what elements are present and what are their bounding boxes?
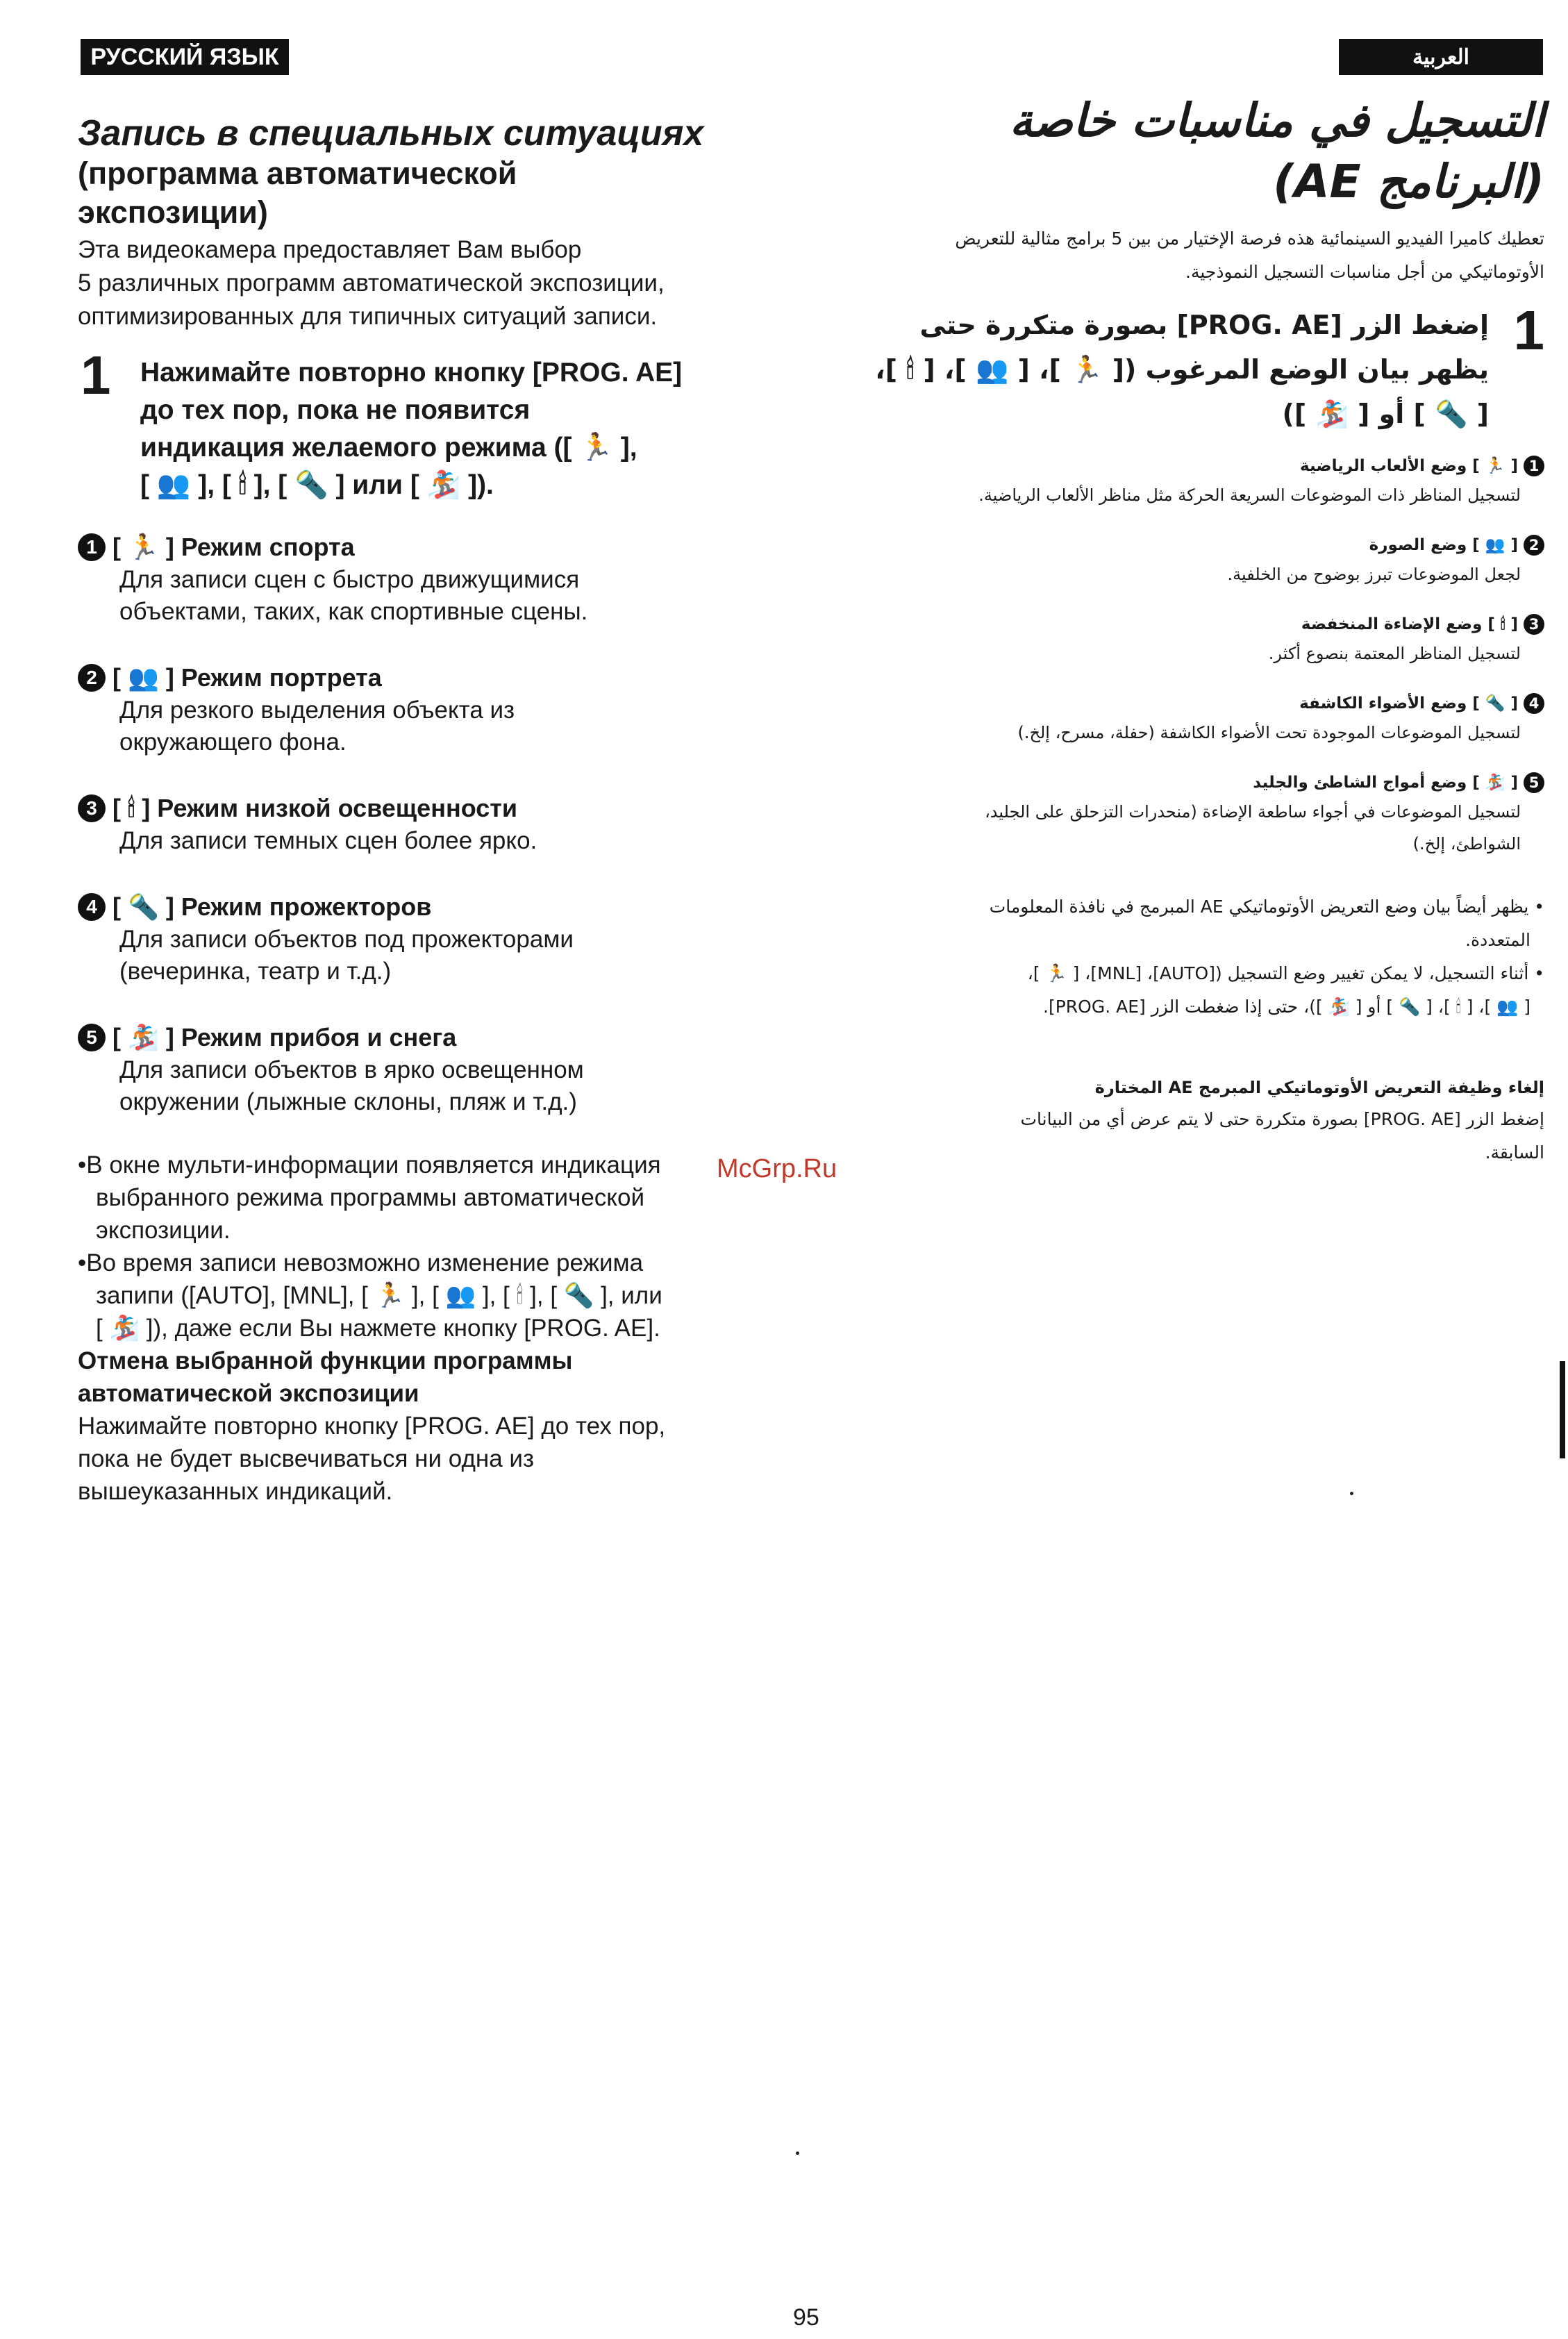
ru-intro-line: Эта видеокамера предоставляет Вам выбор [78, 236, 582, 263]
ar-mode-desc-line: لتسجيل المناظر المعتمة بنصوع أكثر. [1268, 644, 1521, 663]
ru-mode-desc-line: (вечеринка, театр и т.д.) [119, 958, 392, 985]
ru-mode-desc-line: окружении (лыжные склоны, пляж и т.д.) [119, 1088, 577, 1115]
ru-mode-heading: [ 🕯 ] Режим низкой освещенности [112, 794, 517, 822]
ru-mode-list [78, 531, 786, 1118]
ar-cancel-line: إضغط الزر [PROG. AE] بصورة متكررة حتى لا يتم عرض أي من البيانات [1020, 1109, 1544, 1129]
circled-number-3-icon: 3 [1524, 614, 1544, 635]
ru-mode-desc-line: Для записи сцен с быстро движущимися [119, 566, 580, 593]
circled-number-1-icon: 1 [1524, 456, 1544, 476]
ar-notes [875, 890, 1544, 1024]
ru-mode-spotlight [78, 890, 786, 988]
ru-mode-surf-snow [78, 1021, 786, 1118]
ar-step-1 [875, 299, 1544, 436]
ar-mode-spotlight [875, 690, 1544, 749]
ru-step-line: Нажимайте повторно кнопку [PROG. AE] [140, 358, 683, 388]
circled-number-2-icon: 2 [78, 664, 106, 692]
circled-number-2-icon: 2 [1524, 535, 1544, 556]
ar-mode-portrait [875, 532, 1544, 590]
ar-intro [875, 222, 1544, 289]
ru-mode-heading: [ 🏂 ] Режим прибоя и снега [112, 1023, 457, 1051]
ru-subtitle-line2: экспозиции) [78, 194, 268, 230]
ru-cancel-heading: Отмена выбранной функции программы [78, 1347, 573, 1374]
ru-note-line: выбранного режима программы автоматической [96, 1184, 645, 1211]
ru-note-line: экспозиции. [96, 1217, 231, 1244]
ar-note-line: • أثناء التسجيل، لا يمكن تغيير وضع التسجيل ([AUTO]، [MNL]، [ 🏃 ]، [1027, 963, 1544, 983]
ru-page-title: Запись в специальных ситуациях [78, 113, 704, 153]
circled-number-4-icon: 4 [78, 893, 106, 921]
ar-cancel-line: السابقة. [1485, 1142, 1544, 1163]
ru-note-1 [78, 1149, 786, 1247]
ar-mode-heading: [ 🏂 ] وضع أمواج الشاطئ والجليد [1253, 774, 1518, 792]
scan-dot [1350, 1492, 1353, 1495]
ar-mode-surf-snow [875, 769, 1544, 860]
ar-mode-desc-line: لجعل الموضوعات تبرز بوضوح من الخلفية. [1227, 565, 1521, 584]
ru-mode-sports [78, 531, 786, 628]
ru-note-2 [78, 1247, 786, 1345]
ru-mode-desc-line: Для записи темных сцен более ярко. [119, 827, 537, 854]
ru-mode-desc-line: Для записи объектов в ярко освещенном [119, 1056, 584, 1083]
ar-mode-heading: [ 👥 ] وضع الصورة [1369, 536, 1518, 554]
circled-number-5-icon: 5 [78, 1024, 106, 1051]
ru-step-1 [78, 344, 786, 504]
ar-step-number: 1 [1513, 299, 1544, 361]
ar-mode-heading: [ 🏃 ] وضع الألعاب الرياضية [1300, 457, 1518, 475]
ar-mode-heading: [ 🔦 ] وضع الأضواء الكاشفة [1299, 694, 1518, 713]
ar-page-title: التسجيل في مناسبات خاصة [1009, 94, 1544, 147]
ar-intro-line: تعطيك كاميرا الفيديو السينمائية هذه فرصة الإختيار من بين 5 برامج مثالية للتعريض [955, 228, 1544, 249]
ar-mode-sports [875, 453, 1544, 511]
watermark: McGrp.Ru [717, 1154, 837, 1183]
ru-notes [78, 1149, 786, 1345]
ar-step-line: [ 🔦 ] أو [ 🏂 ]) [1282, 399, 1489, 429]
circled-number-4-icon: 4 [1524, 693, 1544, 714]
ru-mode-heading: [ 👥 ] Режим портрета [112, 663, 382, 692]
ru-cancel-line: пока не будет высвечиваться ни одна из [78, 1445, 535, 1472]
russian-language-tab: РУССКИЙ ЯЗЫК [81, 39, 289, 75]
ar-step-line: إضغط الزر [PROG. AE] بصورة متكررة حتى [919, 310, 1489, 340]
ar-mode-low-light [875, 611, 1544, 669]
ru-mode-portrait [78, 661, 786, 758]
ru-cancel-line: Нажимайте повторно кнопку [PROG. AE] до тех пор, [78, 1413, 666, 1440]
ar-note-line: • يظهر أيضاً بيان وضع التعريض الأوتوماتيكي AE المبرمج في نافذة المعلومات [989, 897, 1544, 917]
ru-note-line: [ 🏂 ]), даже если Вы нажмете кнопку [PROG. AE]. [96, 1315, 660, 1342]
ar-note-1 [875, 890, 1544, 957]
circled-number-3-icon: 3 [78, 794, 106, 822]
ru-intro-line: оптимизированных для типичных ситуаций записи. [78, 303, 658, 330]
page-number: 95 [793, 2304, 819, 2331]
ar-note-2 [875, 957, 1544, 1024]
ar-cancel-heading: إلغاء وظيفة التعريض الأوتوماتيكي المبرمج AE المختارة [1094, 1078, 1544, 1097]
ar-step-line: يظهر بيان الوضع المرغوب ([ 🏃 ]، [ 👥 ]، [ 🕯 ]، [875, 354, 1489, 385]
ru-note-line: •Во время записи невозможно изменение режима [78, 1249, 644, 1276]
ru-cancel-section [78, 1345, 786, 1508]
circled-number-1-icon: 1 [78, 533, 106, 561]
ru-cancel-line: вышеуказанных индикаций. [78, 1478, 393, 1505]
ar-mode-list [875, 453, 1544, 860]
ru-mode-heading: [ 🏃 ] Режим спорта [112, 533, 355, 561]
ru-intro [78, 233, 786, 333]
ru-mode-desc-line: объектами, таких, как спортивные сцены. [119, 598, 588, 625]
ru-note-line: запипи ([AUTO], [MNL], [ 🏃 ], [ 👥 ], [ 🕯 ], [ 🔦 ], или [96, 1282, 662, 1309]
ru-step-number: 1 [81, 344, 111, 406]
arabic-language-tab: العربية [1339, 39, 1543, 75]
ru-step-line: [ 👥 ], [ 🕯 ], [ 🔦 ] или [ 🏂 ]). [140, 470, 494, 500]
ar-mode-desc-line: الشواطئ، إلخ.) [1412, 834, 1521, 854]
ru-mode-desc-line: Для записи объектов под прожекторами [119, 926, 574, 953]
ar-intro-line: الأوتوماتيكي من أجل مناسبات التسجيل النموذجية. [1185, 262, 1544, 282]
ru-subtitle-line1: (программа автоматической [78, 156, 517, 191]
ar-mode-desc-line: لتسجيل المناظر ذات الموضوعات السريعة الحركة مثل مناظر الألعاب الرياضية. [978, 485, 1521, 505]
ru-mode-heading: [ 🔦 ] Режим прожекторов [112, 892, 432, 921]
circled-number-5-icon: 5 [1524, 772, 1544, 793]
ar-cancel-section [875, 1072, 1544, 1170]
ar-mode-heading: [ 🕯 ] وضع الإضاءة المنخفضة [1301, 615, 1518, 633]
ru-note-line: •В окне мульти-информации появляется индикация [78, 1151, 661, 1179]
ru-step-line: индикация желаемого режима ([ 🏃 ], [140, 433, 637, 463]
ru-intro-line: 5 различных программ автоматической экспозиции, [78, 269, 665, 297]
ru-step-line: до тех пор, пока не появится [140, 395, 531, 425]
arabic-column [875, 90, 1544, 1170]
ar-note-line: المتعددة. [1465, 930, 1531, 950]
scan-dot [796, 2151, 799, 2155]
ar-mode-desc-line: لتسجيل الموضوعات الموجودة تحت الأضواء الكاشفة (حفلة، مسرح، إلخ.) [1017, 723, 1521, 742]
ru-mode-desc-line: окружающего фона. [119, 729, 347, 756]
ar-note-line: [ 👥 ]، [ 🕯 ]، [ 🔦 ] أو [ 🏂 ])، حتى إذا ضغطت الزر [PROG. AE]. [1043, 997, 1531, 1017]
russian-column [78, 113, 786, 1508]
ru-cancel-heading: автоматической экспозиции [78, 1380, 419, 1407]
ar-mode-desc-line: لتسجيل الموضوعات في أجواء ساطعة الإضاءة (منحدرات التزحلق على الجليد، [985, 802, 1521, 822]
ar-page-title-line2: (البرنامج AE) [1273, 155, 1544, 208]
margin-thumb-bar [1560, 1361, 1565, 1458]
ru-mode-desc-line: Для резкого выделения объекта из [119, 697, 515, 724]
ru-mode-low-light [78, 792, 786, 857]
